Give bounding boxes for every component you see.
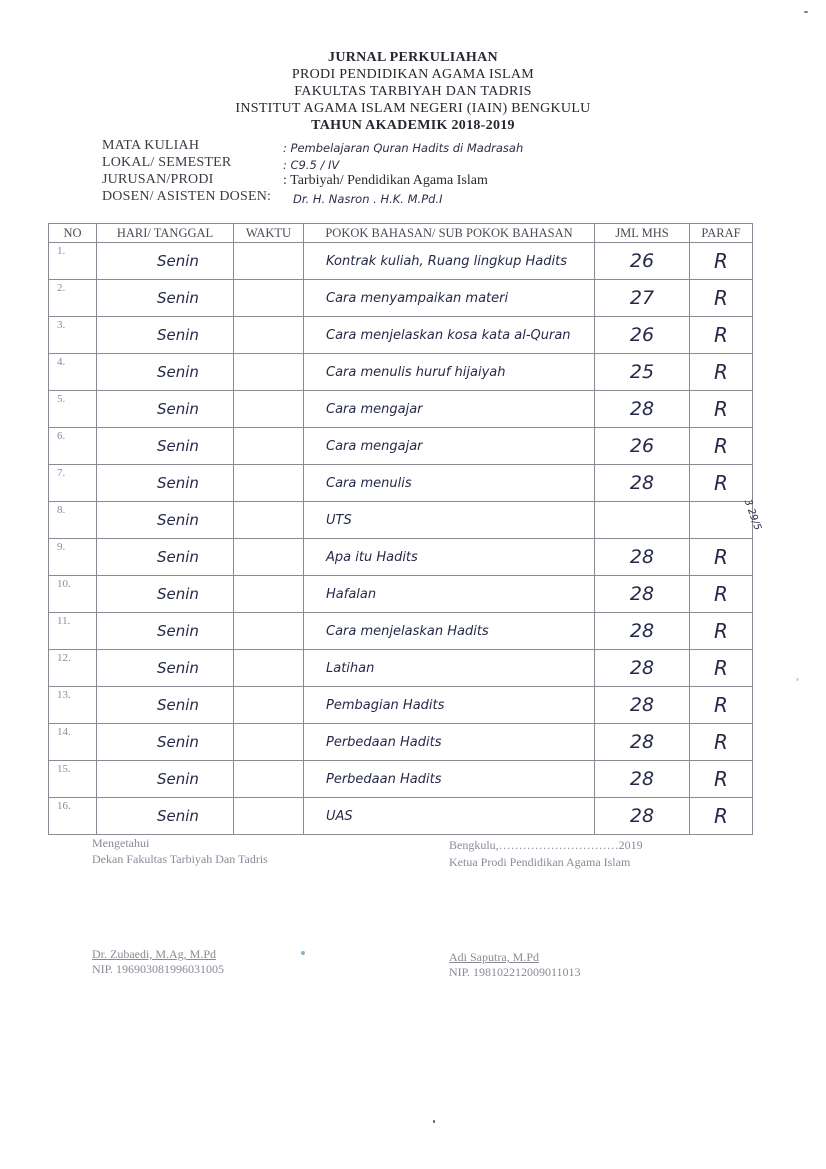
footer-left-line-1: Mengetahui [92,836,150,850]
row-time [234,650,304,687]
table-row [49,687,753,724]
row-student-count: 28 [595,613,690,650]
row-topic: Perbedaan Hadits [304,724,595,761]
row-number: 9. [49,539,97,576]
row-topic: UAS [304,798,595,835]
row-day: Senin [97,724,234,761]
row-topic: Hafalan [304,576,595,613]
row-topic: Kontrak kuliah, Ruang lingkup Hadits [304,243,595,280]
table-row [49,576,753,613]
row-number: 10. [49,576,97,613]
row-topic: Cara menulis [304,465,595,502]
table-row [49,243,753,280]
row-topic: Cara menjelaskan kosa kata al-Quran [304,317,595,354]
row-day: Senin [97,650,234,687]
row-student-count: 28 [595,576,690,613]
row-topic: Cara mengajar [304,428,595,465]
row-time [234,428,304,465]
row-time [234,539,304,576]
row-student-count: 25 [595,354,690,391]
title-line-5: TAHUN AKADEMIK 2018-2019 [311,118,515,133]
row-signature: R [690,798,753,835]
row-signature: R [690,243,753,280]
row-time [234,280,304,317]
row-topic: Cara menulis huruf hijaiyah [304,354,595,391]
row-day: Senin [97,613,234,650]
footer-right-line-2: Ketua Prodi Pendidikan Agama Islam [449,855,631,869]
row-topic: Cara menyampaikan materi [304,280,595,317]
scan-speck [301,951,305,955]
row-student-count: 26 [595,428,690,465]
row-topic: Latihan [304,650,595,687]
row-number: 3. [49,317,97,354]
scan-speck [804,11,808,13]
row-day: Senin [97,465,234,502]
row-number: 2. [49,280,97,317]
journal-table [48,223,753,835]
row-day: Senin [97,687,234,724]
row-time [234,761,304,798]
col-header-students: JML MHS [595,224,690,243]
row-number: 4. [49,354,97,391]
footer-right-line-1: Bengkulu,…………………………2019 [449,838,643,852]
head-name: Adi Saputra, M.Pd [449,950,539,964]
row-signature: R [690,539,753,576]
row-number: 12. [49,650,97,687]
mata-kuliah-label: MATA KULIAH [102,138,200,153]
row-topic: Apa itu Hadits [304,539,595,576]
row-student-count: 28 [595,798,690,835]
row-student-count: 28 [595,539,690,576]
col-header-time: WAKTU [234,224,304,243]
col-header-signature: PARAF [690,224,753,243]
row-number: 5. [49,391,97,428]
table-row [49,613,753,650]
jurusan-label: JURUSAN/PRODI [102,172,214,187]
col-header-date: HARI/ TANGGAL [97,224,234,243]
table-row [49,539,753,576]
lokal-value: : C9.5 / IV [283,158,340,172]
table-row [49,280,753,317]
row-signature: R [690,761,753,798]
col-header-no: NO [49,224,97,243]
title-line-1: JURNAL PERKULIAHAN [328,50,498,65]
row-day: Senin [97,354,234,391]
row-time [234,243,304,280]
row-signature: R [690,465,753,502]
row-time [234,576,304,613]
head-nip: NIP. 198102212009011013 [449,965,581,979]
row-topic: Cara menjelaskan Hadits [304,613,595,650]
row-signature: R [690,650,753,687]
row-signature: R [690,391,753,428]
row-day: Senin [97,280,234,317]
table-row [49,354,753,391]
dean-name: Dr. Zubaedi, M.Ag, M.Pd [92,947,216,961]
title-line-4: INSTITUT AGAMA ISLAM NEGERI (IAIN) BENGKULU [235,101,591,116]
row-student-count: 28 [595,687,690,724]
row-day: Senin [97,502,234,539]
row-day: Senin [97,317,234,354]
row-time [234,317,304,354]
row-signature: R [690,576,753,613]
mata-kuliah-value: : Pembelajaran Quran Hadits di Madrasah [283,141,524,155]
row-number: 7. [49,465,97,502]
table-row [49,724,753,761]
row-signature: R [690,354,753,391]
row-topic: Perbedaan Hadits [304,761,595,798]
scan-speck [433,1120,435,1123]
dean-nip: NIP. 196903081996031005 [92,962,225,976]
row-number: 16. [49,798,97,835]
table-row [49,317,753,354]
row-student-count: 28 [595,724,690,761]
row-day: Senin [97,428,234,465]
row-topic: UTS [304,502,595,539]
row-number: 1. [49,243,97,280]
footer-left-line-2: Dekan Fakultas Tarbiyah Dan Tadris [92,852,268,866]
jurusan-value: : Tarbiyah/ Pendidikan Agama Islam [283,173,488,188]
dosen-label: DOSEN/ ASISTEN DOSEN: [102,189,272,204]
margin-note: 3 29/5 [741,498,763,532]
title-line-2: PRODI PENDIDIKAN AGAMA ISLAM [291,67,535,82]
row-student-count: 26 [595,243,690,280]
row-day: Senin [97,391,234,428]
row-time [234,613,304,650]
table-header-row [49,224,753,243]
table-row [49,465,753,502]
table-row [49,761,753,798]
row-signature: R [690,280,753,317]
row-topic: Pembagian Hadits [304,687,595,724]
row-number: 6. [49,428,97,465]
scan-speck [796,678,799,681]
lokal-label: LOKAL/ SEMESTER [102,155,232,170]
row-number: 14. [49,724,97,761]
row-student-count [595,502,690,539]
col-header-topic: POKOK BAHASAN/ SUB POKOK BAHASAN [304,224,595,243]
row-signature: R [690,687,753,724]
row-student-count: 28 [595,761,690,798]
row-day: Senin [97,761,234,798]
table-row [49,650,753,687]
row-signature: R [690,317,753,354]
row-day: Senin [97,539,234,576]
row-time [234,798,304,835]
row-time [234,687,304,724]
table-row [49,502,753,539]
row-number: 15. [49,761,97,798]
row-number: 13. [49,687,97,724]
table-row [49,428,753,465]
row-time [234,391,304,428]
row-time [234,465,304,502]
row-student-count: 28 [595,650,690,687]
row-student-count: 26 [595,317,690,354]
row-signature: R [690,428,753,465]
row-signature: R [690,724,753,761]
row-time [234,502,304,539]
row-time [234,354,304,391]
row-signature: R [690,613,753,650]
row-day: Senin [97,798,234,835]
row-number: 8. [49,502,97,539]
row-day: Senin [97,576,234,613]
row-student-count: 28 [595,391,690,428]
row-number: 11. [49,613,97,650]
row-topic: Cara mengajar [304,391,595,428]
row-time [234,724,304,761]
table-row [49,798,753,835]
row-student-count: 28 [595,465,690,502]
row-student-count: 27 [595,280,690,317]
row-day: Senin [97,243,234,280]
dosen-value: Dr. H. Nasron . H.K. M.Pd.I [293,192,443,206]
title-line-3: FAKULTAS TARBIYAH DAN TADRIS [294,84,532,99]
table-row [49,391,753,428]
